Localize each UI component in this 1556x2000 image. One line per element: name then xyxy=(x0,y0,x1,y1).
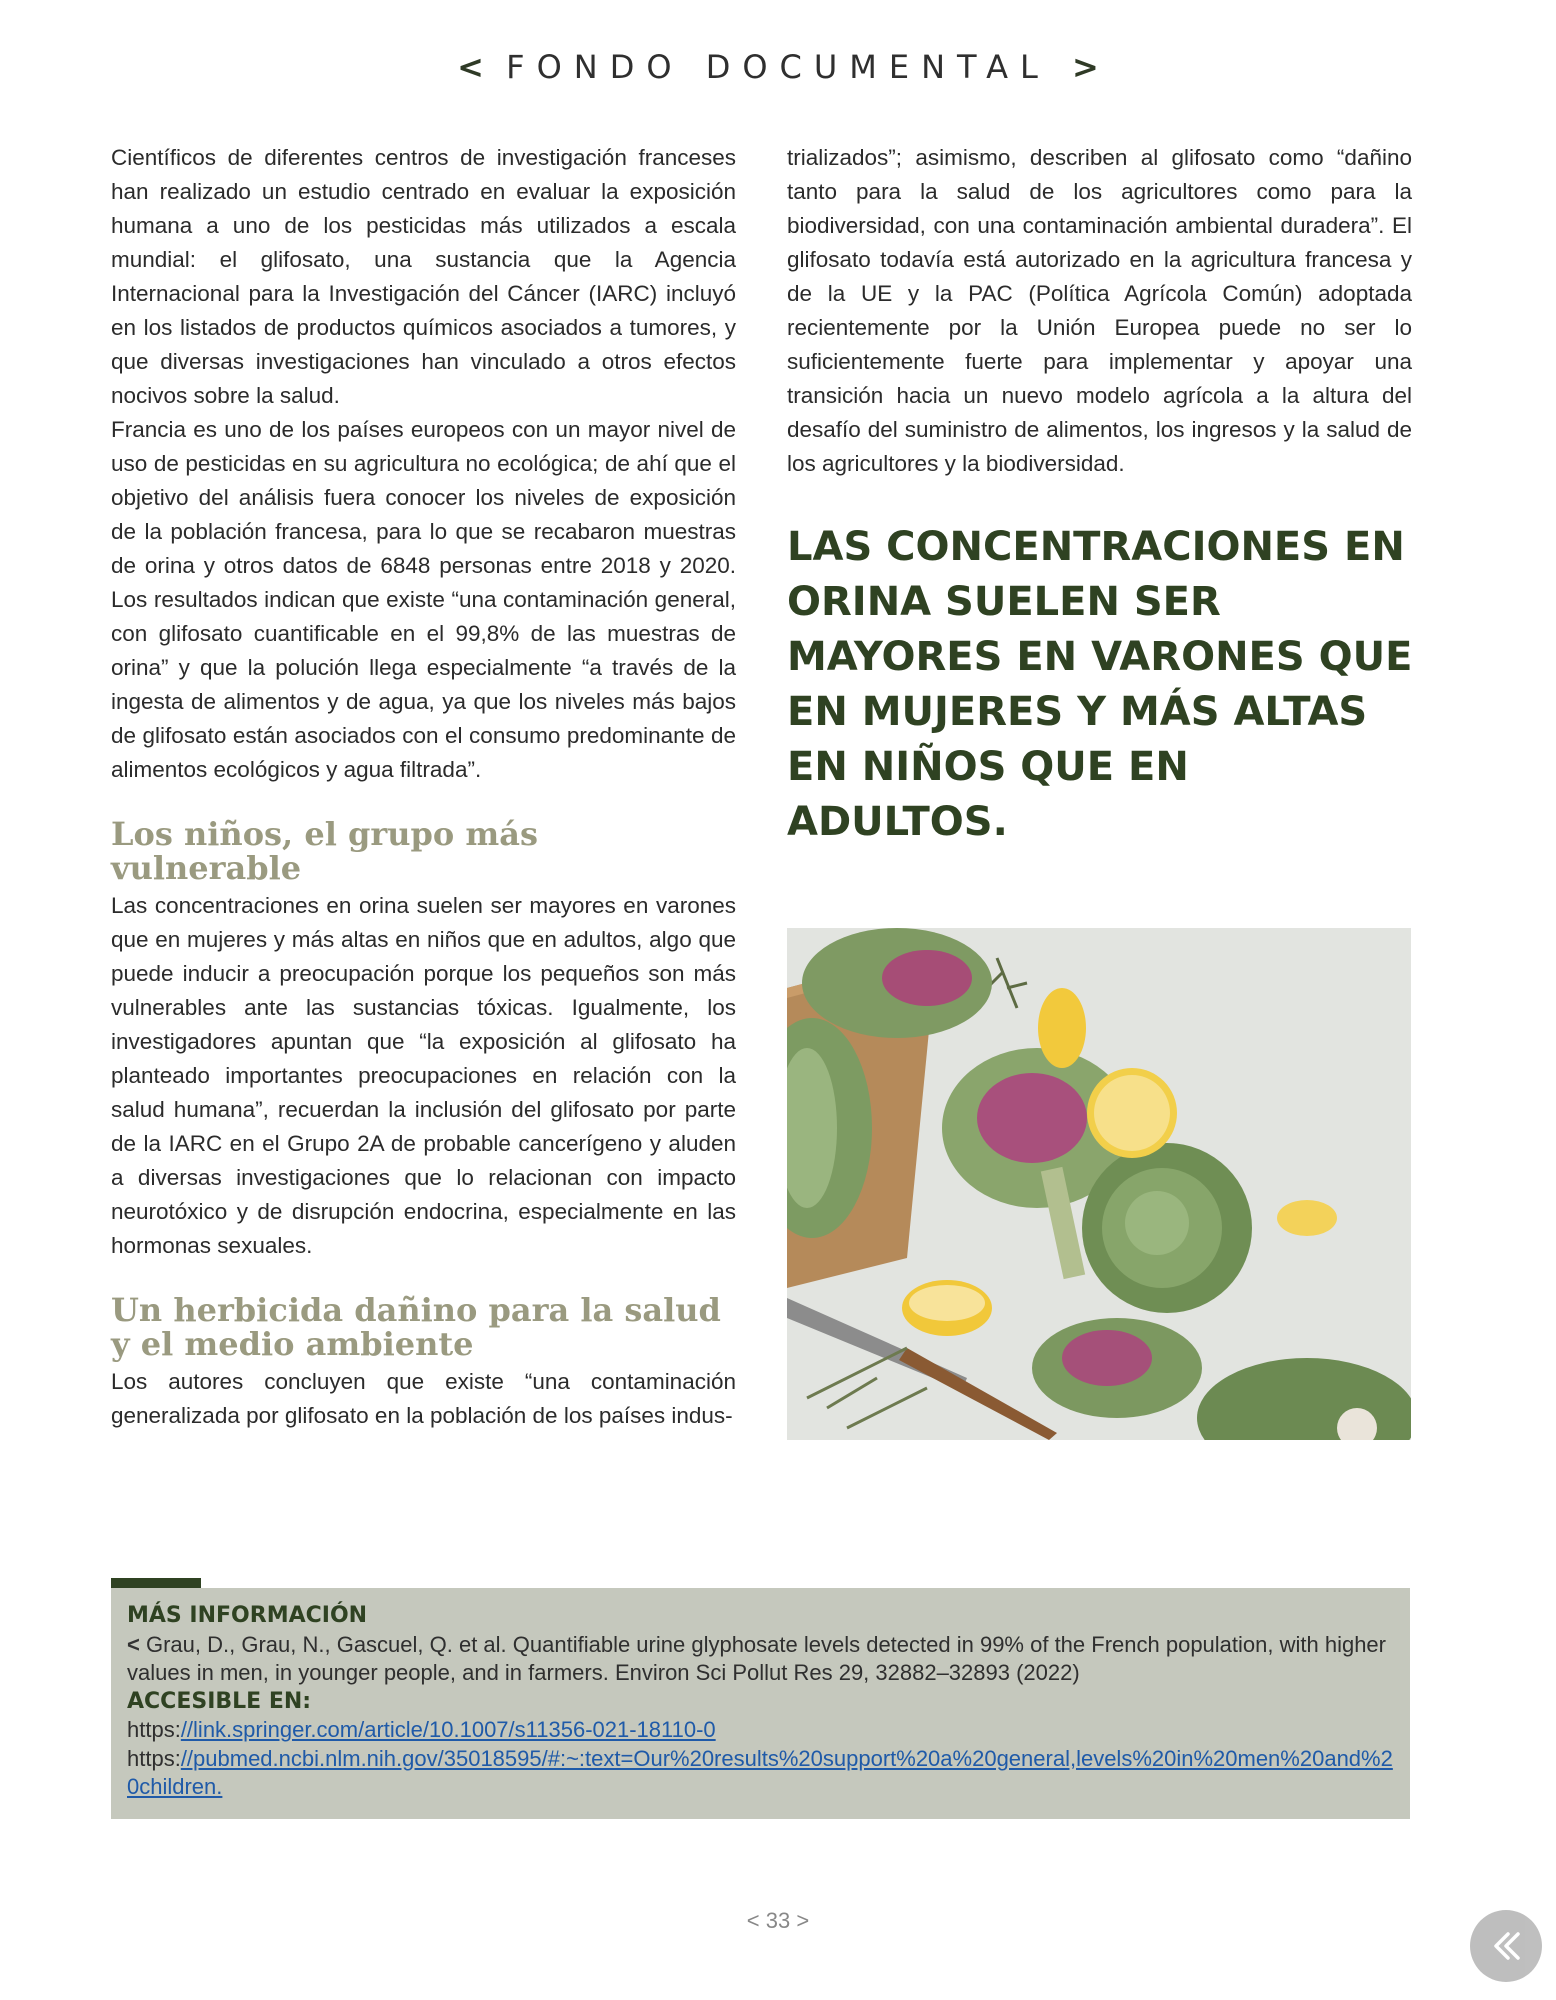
info-box-accent-bar xyxy=(111,1578,201,1588)
subheading: Los niños, el grupo más vulnerable xyxy=(111,815,538,887)
source-link-row xyxy=(127,1716,1394,1745)
double-chevron-left-icon xyxy=(1486,1926,1526,1966)
body-paragraph: Los autores concluyen que existe “una contaminación generalizada por glifosato en la población de los países indus- xyxy=(111,1369,736,1428)
pubmed-link[interactable]: //pubmed.ncbi.nlm.nih.gov/35018595/#:~:text=Our%20results%20support%20a%20general,levels%20in%20men%20and%20children. xyxy=(127,1745,1393,1799)
chevron-left-icon: < xyxy=(127,1631,140,1657)
body-paragraph: Las concentraciones en orina suelen ser mayores en varones que en mujeres y más altas en niños que en adultos, algo que puede inducir a preocupación porque los pequeños son más vulnerables ante las sustancias tóxicas. Igualmente, los investigadores apuntan que “la exposición al glifosato ha planteado importantes preocupaciones en relación con la salud humana”, recuerdan la inclusión del glifosato por parte de la IARC en el Grupo 2A de probable cancerígeno y aluden a diversas investigaciones que lo relacionan con impacto neurotóxico y de disrupción endocrina, especialmente en las hormonas sexuales. xyxy=(111,893,736,1258)
access-label: ACCESIBLE EN: xyxy=(127,1688,312,1714)
artichoke-photo xyxy=(787,928,1411,1440)
section-header xyxy=(0,48,1556,86)
subheading: Un herbicida dañino para la salud y el medio ambiente xyxy=(111,1291,721,1363)
citation xyxy=(127,1631,1394,1688)
body-paragraph: Francia es uno de los países europeos con un mayor nivel de uso de pesticidas en su agricultura no ecológica; de ahí que el objetivo del análisis fuera conocer los niveles de exposición de la población francesa, para lo que se recabaron muestras de orina y otros datos de 6848 personas entre 2018 y 2020. Los resultados indican que existe “una contaminación general, con glifosato cuantificable en el 99,8% de las muestras de orina” y que la polución llega especialmente “a través de la ingesta de alimentos y de agua, ya que los niveles más bajos de glifosato están asociados con el consumo predominante de alimentos ecológicos y agua filtrada”. xyxy=(111,417,736,782)
link-prefix: https: xyxy=(127,1717,181,1742)
more-info-box xyxy=(111,1588,1410,1819)
more-info-title: MÁS INFORMACIÓN xyxy=(127,1603,368,1628)
body-paragraph: Científicos de diferentes centros de investigación franceses han realizado un estudio centrado en evaluar la exposición humana a uno de los pesticidas más utilizados a escala mundial: el glifosato, una sustancia que la Agencia Internacional para la Investigación del Cáncer (IARC) incluyó en los listados de productos químicos asociados a tumores, y que diversas investigaciones han vinculado a otros efectos nocivos sobre la salud. xyxy=(111,145,736,408)
right-column xyxy=(787,141,1412,481)
page-number xyxy=(0,1908,1556,1934)
springer-link[interactable]: //link.springer.com/article/10.1007/s11356-021-18110-0 xyxy=(180,1717,716,1742)
back-button[interactable] xyxy=(1470,1910,1542,1982)
left-column xyxy=(111,141,736,1433)
chevron-left-icon: < xyxy=(457,48,484,86)
pull-quote: LAS CONCENTRACIONES EN ORINA SUELEN SER MAYORES EN VARONES QUE EN MUJERES Y MÁS ALTAS EN NIÑOS QUE EN ADULTOS. xyxy=(787,524,1413,845)
source-link-row xyxy=(127,1745,1394,1802)
chevron-right-icon: > xyxy=(1072,48,1099,86)
link-prefix: https: xyxy=(127,1745,181,1771)
prev-page-icon[interactable]: < xyxy=(746,1908,760,1933)
next-page-icon[interactable]: > xyxy=(796,1908,810,1933)
section-title: FONDO DOCUMENTAL xyxy=(506,48,1050,86)
citation-text: Grau, D., Grau, N., Gascuel, Q. et al. Quantifiable urine glyphosate levels detected in 99% of the French population, with higher values in men, in younger people, and in farmers. Environ Sci Pollut Res 29, 32882–32893 (2022) xyxy=(127,1631,1386,1685)
page-number-value: 33 xyxy=(765,1908,791,1933)
body-paragraph: trializados”; asimismo, describen al glifosato como “dañino tanto para la salud de los agricultores como para la biodiversidad, con una contaminación ambiental duradera”. El glifosato todavía está autorizado en la agricultura francesa y de la UE y la PAC (Política Agrícola Común) adoptada recientemente por la Unión Europea puede no ser lo suficientemente fuerte para implementar y apoyar una transición hacia un nuevo modelo agrícola a la altura del desafío del suministro de alimentos, los ingresos y la salud de los agricultores y la biodiversidad. xyxy=(787,145,1412,476)
